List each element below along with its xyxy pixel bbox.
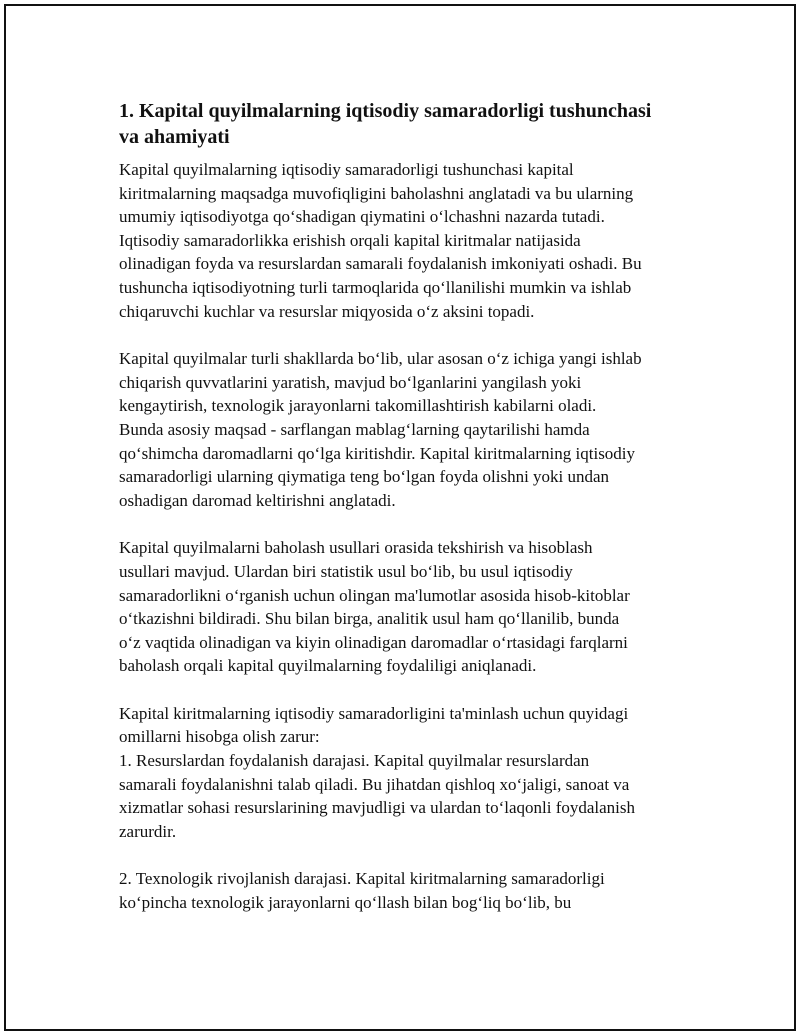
text-line: omillarni hisobga olish zarur: xyxy=(119,727,320,747)
text-line: o‘z vaqtida olinadigan va kiyin olinadigan daromadlar o‘rtasidagi farqlarni xyxy=(119,632,628,652)
document-body xyxy=(119,98,694,915)
text-line: samaradorlikni o‘rganish uchun olingan ma'lumotlar asosida hisob-kitoblar xyxy=(119,585,630,605)
list-item-2: 2. Texnologik rivojlanish darajasi. Kapital kiritmalarning samaradorligi xyxy=(119,869,605,889)
paragraph-methods xyxy=(119,536,694,678)
text-line: samarali foydalanishni talab qiladi. Bu jihatdan qishloq xo‘jaligi, sanoat va xyxy=(119,774,630,794)
text-line: chiqarish quvvatlarini yaratish, mavjud bo‘lganlarini yangilash yoki xyxy=(119,372,582,392)
text-line: oshadigan daromad keltirishni anglatadi. xyxy=(119,490,396,510)
text-line: o‘tkazishni bildiradi. Shu bilan birga, analitik usul ham qo‘llanilib, bunda xyxy=(119,609,620,629)
text-line: kiritmalarning maqsadga muvofiqligini baholashni anglatadi va bu ularning xyxy=(119,183,634,203)
text-line: ko‘pincha texnologik jarayonlarni qo‘llash bilan bog‘liq bo‘lib, bu xyxy=(119,893,572,913)
text-line: zarurdir. xyxy=(119,821,177,841)
text-line: samaradorligi ularning qiymatiga teng bo‘lgan foyda olishni yoki undan xyxy=(119,467,610,487)
text-line: tushuncha iqtisodiyotning turli tarmoqlarida qo‘llanilishi mumkin va ishlab xyxy=(119,277,632,297)
text-line: qo‘shimcha daromadlarni qo‘lga kiritishdir. Kapital kiritmalarning iqtisodiy xyxy=(119,443,636,463)
text-line: chiqaruvchi kuchlar va resurslar miqyosida o‘z aksini topadi. xyxy=(119,301,535,321)
section-heading xyxy=(119,98,694,150)
document-page xyxy=(4,4,796,1031)
text-line: Bunda asosiy maqsad - sarflangan mablag‘larning qaytarilishi hamda xyxy=(119,419,590,439)
text-line: Kapital kiritmalarning iqtisodiy samaradorligini ta'minlash uchun quyidagi xyxy=(119,703,629,723)
paragraph-concept xyxy=(119,158,694,323)
paragraph-factors xyxy=(119,702,694,844)
text-line: olinadigan foyda va resurslardan samarali foydalanish imkoniyati oshadi. Bu xyxy=(119,254,642,274)
text-line: kengaytirish, texnologik jarayonlarni takomillashtirish kabilarni oladi. xyxy=(119,396,597,416)
text-line: Kapital quyilmalarning iqtisodiy samaradorligi tushunchasi kapital xyxy=(119,160,574,179)
text-line: Kapital quyilmalarni baholash usullari orasida tekshirish va hisoblash xyxy=(119,538,593,558)
text-line: xizmatlar sohasi resurslarining mavjudligi va ulardan to‘laqonli foydalanish xyxy=(119,798,636,818)
text-line: usullari mavjud. Ulardan biri statistik usul bo‘lib, bu usul iqtisodiy xyxy=(119,561,573,581)
text-line: umumiy iqtisodiyotga qo‘shadigan qiymatini o‘lchashni nazarda tutadi. xyxy=(119,207,605,227)
text-line: Kapital quyilmalar turli shakllarda bo‘lib, ular asosan o‘z ichiga yangi ishlab xyxy=(119,349,642,369)
heading-line: va ahamiyati xyxy=(119,126,230,148)
heading-line: 1. Kapital quyilmalarning iqtisodiy samaradorligi tushunchasi xyxy=(119,100,652,122)
list-item-1: 1. Resurslardan foydalanish darajasi. Kapital quyilmalar resurslardan xyxy=(119,751,590,771)
text-line: Iqtisodiy samaradorlikka erishish orqali kapital kiritmalar natijasida xyxy=(119,230,581,250)
paragraph-technology xyxy=(119,867,694,914)
text-line: baholash orqali kapital quyilmalarning foydaliligi aniqlanadi. xyxy=(119,656,537,676)
paragraph-forms xyxy=(119,347,694,512)
